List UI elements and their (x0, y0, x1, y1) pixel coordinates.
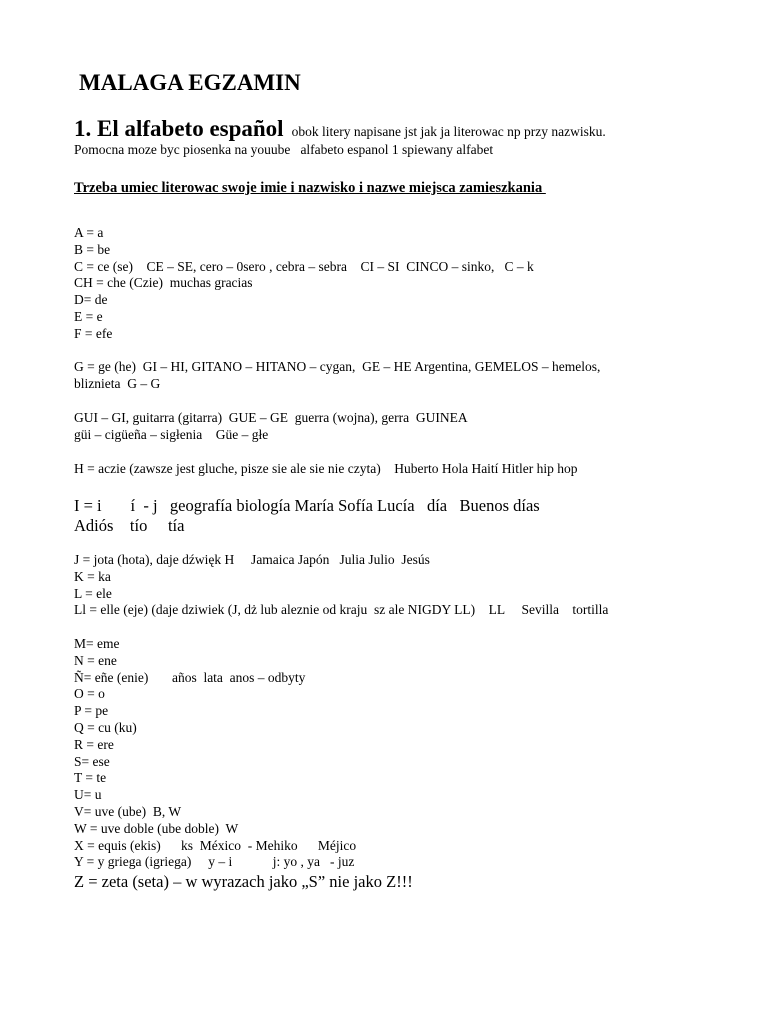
alphabet-block-gui (74, 410, 468, 444)
alphabet-line: I = i í - j geografía biología María Sofía Lucía día Buenos días (74, 496, 540, 515)
alphabet-line: A = a (74, 225, 104, 240)
alphabet-line: B = be (74, 241, 111, 257)
alphabet-line: Adiós tío tía (74, 516, 185, 535)
alphabet-line: CH = che (Czie) muchas gracias (74, 275, 253, 291)
alphabet-line: F = efe (74, 325, 113, 341)
alphabet-line: T = te (74, 770, 107, 786)
alphabet-line: G = ge (he) GI – HI, GITANO – HITANO – cygan, GE – HE Argentina, GEMELOS – hemelos, (74, 359, 601, 374)
alphabet-line: Z = zeta (seta) – w wyrazach jako „S” nie jako Z!!! (74, 872, 413, 891)
alphabet-line: S= ese (74, 753, 110, 769)
alphabet-block-j-ll (74, 552, 608, 619)
alphabet-line: R = ere (74, 736, 114, 752)
alphabet-block-a-f (74, 225, 534, 343)
section-heading-note: obok litery napisane jst jak ja literowac np przy nazwisku. (291, 124, 606, 139)
section-heading-text: 1. El alfabeto español (74, 116, 284, 141)
alphabet-block-m-y (74, 636, 356, 871)
alphabet-line: güi – cigüeña – sigłenia Güe – głe (74, 426, 269, 442)
alphabet-line: C = ce (se) CE – SE, cero – 0sero , cebra – sebra CI – SI CINCO – sinko, C – k (74, 258, 534, 274)
section-subline: Pomocna moze byc piosenka na youube alfabeto espanol 1 spiewany alfabet (74, 142, 494, 157)
alphabet-line: K = ka (74, 568, 111, 584)
alphabet-line: D= de (74, 292, 108, 308)
alphabet-line: GUI – GI, guitarra (gitarra) GUE – GE guerra (wojna), gerra GUINEA (74, 410, 468, 425)
alphabet-line: Y = y griega (igriega) y – i j: yo , ya - juz (74, 854, 355, 870)
alphabet-block-i (74, 496, 540, 536)
underlined-instruction: Trzeba umiec literowac swoje imie i nazwisko i nazwe miejsca zamieszkania (74, 180, 546, 196)
alphabet-line: Q = cu (ku) (74, 719, 137, 735)
document-title: MALAGA EGZAMIN (79, 70, 301, 95)
alphabet-line: Ñ= eñe (enie) años lata anos – odbyty (74, 669, 306, 685)
alphabet-block-g (74, 359, 600, 393)
alphabet-line: U= u (74, 787, 102, 803)
alphabet-line: W = uve doble (ube doble) W (74, 820, 239, 836)
alphabet-line: bliznieta G – G (74, 375, 161, 391)
alphabet-line: N = ene (74, 652, 117, 668)
alphabet-line: H = aczie (zawsze jest gluche, pisze sie ale sie nie czyta) Huberto Hola Haití Hitler hip hop (74, 461, 578, 476)
alphabet-line: Ll = elle (eje) (daje dziwiek (J, dż lub aleznie od kraju sz ale NIGDY LL) LL Sevilla tortilla (74, 602, 609, 618)
alphabet-line: E = e (74, 308, 103, 324)
alphabet-block-h (74, 461, 578, 478)
alphabet-line: V= uve (ube) B, W (74, 803, 182, 819)
alphabet-line: J = jota (hota), daje dźwięk H Jamaica Japón Julia Julio Jesús (74, 552, 430, 567)
alphabet-line: L = ele (74, 585, 112, 601)
alphabet-line: P = pe (74, 703, 109, 719)
alphabet-line: O = o (74, 686, 105, 702)
alphabet-line: M= eme (74, 636, 120, 651)
alphabet-line: X = equis (ekis) ks México - Mehiko Méjico (74, 837, 357, 853)
alphabet-block-z (74, 872, 413, 892)
